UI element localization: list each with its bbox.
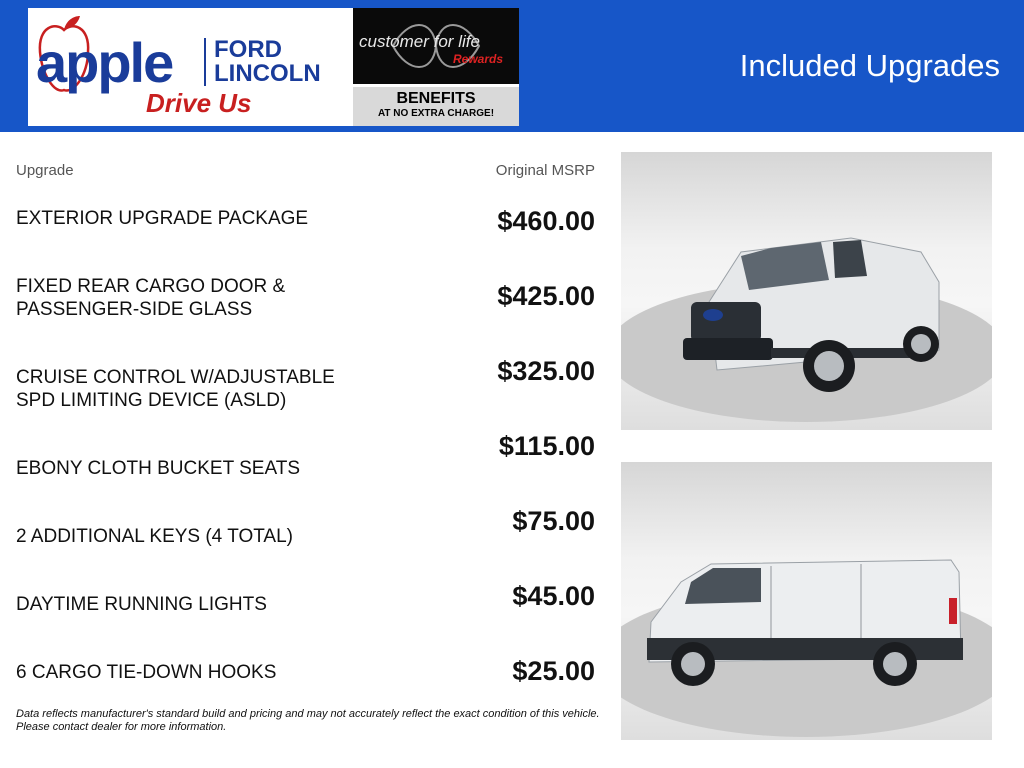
upgrade-price: $45.00 [512, 581, 595, 611]
dealer-logo [28, 8, 353, 126]
upgrade-label: EXTERIOR UPGRADE PACKAGE [16, 208, 309, 229]
van-side-image [621, 462, 992, 740]
badge-customer-text: customer for life [359, 32, 480, 51]
upgrade-price: $325.00 [497, 356, 595, 386]
header-banner [0, 0, 1024, 132]
disclaimer-text: Data reflects manufacturer's standard build and pricing and may not accurately reflect the exact condition of this vehicle. Please contact dealer for more information. [16, 708, 600, 733]
upgrade-price: $460.00 [497, 206, 595, 236]
van-front-photo [621, 152, 992, 430]
badge-benefits-title: BENEFITS [396, 90, 476, 107]
page-title: Included Upgrades [739, 48, 1000, 83]
badge-benefits-sub: AT NO EXTRA CHARGE! [377, 108, 495, 119]
brand-apple-word: apple [36, 31, 173, 94]
upgrade-label: FIXED REAR CARGO DOOR & PASSENGER-SIDE GLASS [16, 276, 286, 320]
upgrade-label: 2 ADDITIONAL KEYS (4 TOTAL) [16, 526, 293, 547]
brand-ford-lincoln [204, 38, 321, 86]
van-side-photo [621, 462, 992, 740]
column-header-msrp: Original MSRP [495, 162, 595, 179]
upgrade-price: $75.00 [512, 506, 595, 536]
brand-lincoln: LINCOLN [214, 60, 321, 87]
upgrade-label: DAYTIME RUNNING LIGHTS [16, 594, 267, 615]
brand-ford: FORD [214, 36, 282, 63]
badge-benefits [353, 87, 519, 126]
upgrade-price: $425.00 [497, 281, 595, 311]
badge-rewards-text: Rewards [453, 52, 504, 66]
upgrade-price: $115.00 [498, 431, 595, 461]
customer-for-life-badge [353, 8, 519, 126]
badge-top [353, 8, 519, 84]
upgrade-label: 6 CARGO TIE-DOWN HOOKS [16, 662, 277, 683]
brand-tagline: Drive Us [146, 88, 252, 118]
upgrade-label: CRUISE CONTROL W/ADJUSTABLE SPD LIMITING DEVICE (ASLD) [16, 367, 335, 411]
upgrade-label: EBONY CLOTH BUCKET SEATS [16, 458, 301, 479]
van-front-image [621, 152, 992, 430]
column-header-upgrade: Upgrade [16, 162, 74, 179]
upgrade-price: $25.00 [512, 656, 595, 686]
